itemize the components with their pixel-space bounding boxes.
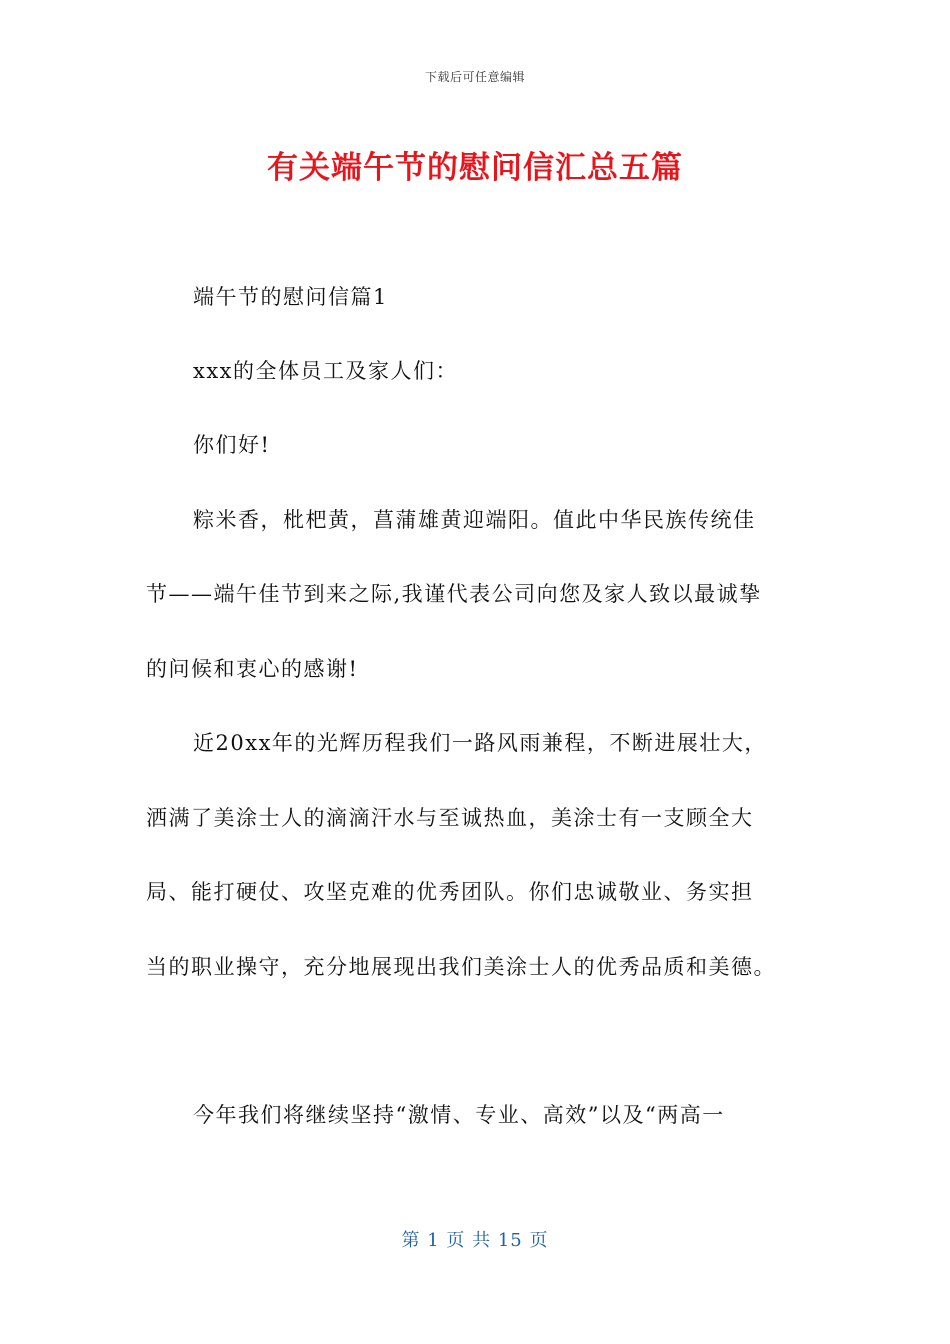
salutation: xxx的全体员工及家人们： — [193, 359, 459, 383]
paragraph-line: 洒满了美涂士人的滴滴汗水与至诚热血，美涂士有一支顾全大 — [146, 806, 754, 830]
paragraph-line: 节——端午佳节到来之际,我谨代表公司向您及家人致以最诚挚 — [146, 582, 762, 606]
section-heading: 端午节的慰问信篇1 — [193, 285, 388, 309]
paragraph-line: 粽米香，枇杷黄，菖蒲雄黄迎端阳。值此中华民族传统佳 — [193, 508, 756, 532]
document-title: 有关端午节的慰问信汇总五篇 — [267, 150, 683, 186]
page-number: 第 1 页 共 15 页 — [401, 1230, 549, 1251]
paragraph-line: 的问候和衷心的感谢! — [146, 657, 359, 681]
greeting: 你们好! — [193, 433, 271, 457]
paragraph-line: 今年我们将继续坚持“激情、专业、高效”以及“两高一 — [193, 1103, 725, 1127]
paragraph-line: 局、能打硬仗、攻坚克难的优秀团队。你们忠诚敬业、务实担 — [146, 880, 754, 904]
paragraph-line: 当的职业操守，充分地展现出我们美涂士人的优秀品质和美德。 — [146, 955, 776, 979]
paragraph-line: 近20xx年的光辉历程我们一路风雨兼程，不断进展壮大， — [193, 731, 767, 755]
header-note: 下载后可任意编辑 — [424, 70, 525, 84]
